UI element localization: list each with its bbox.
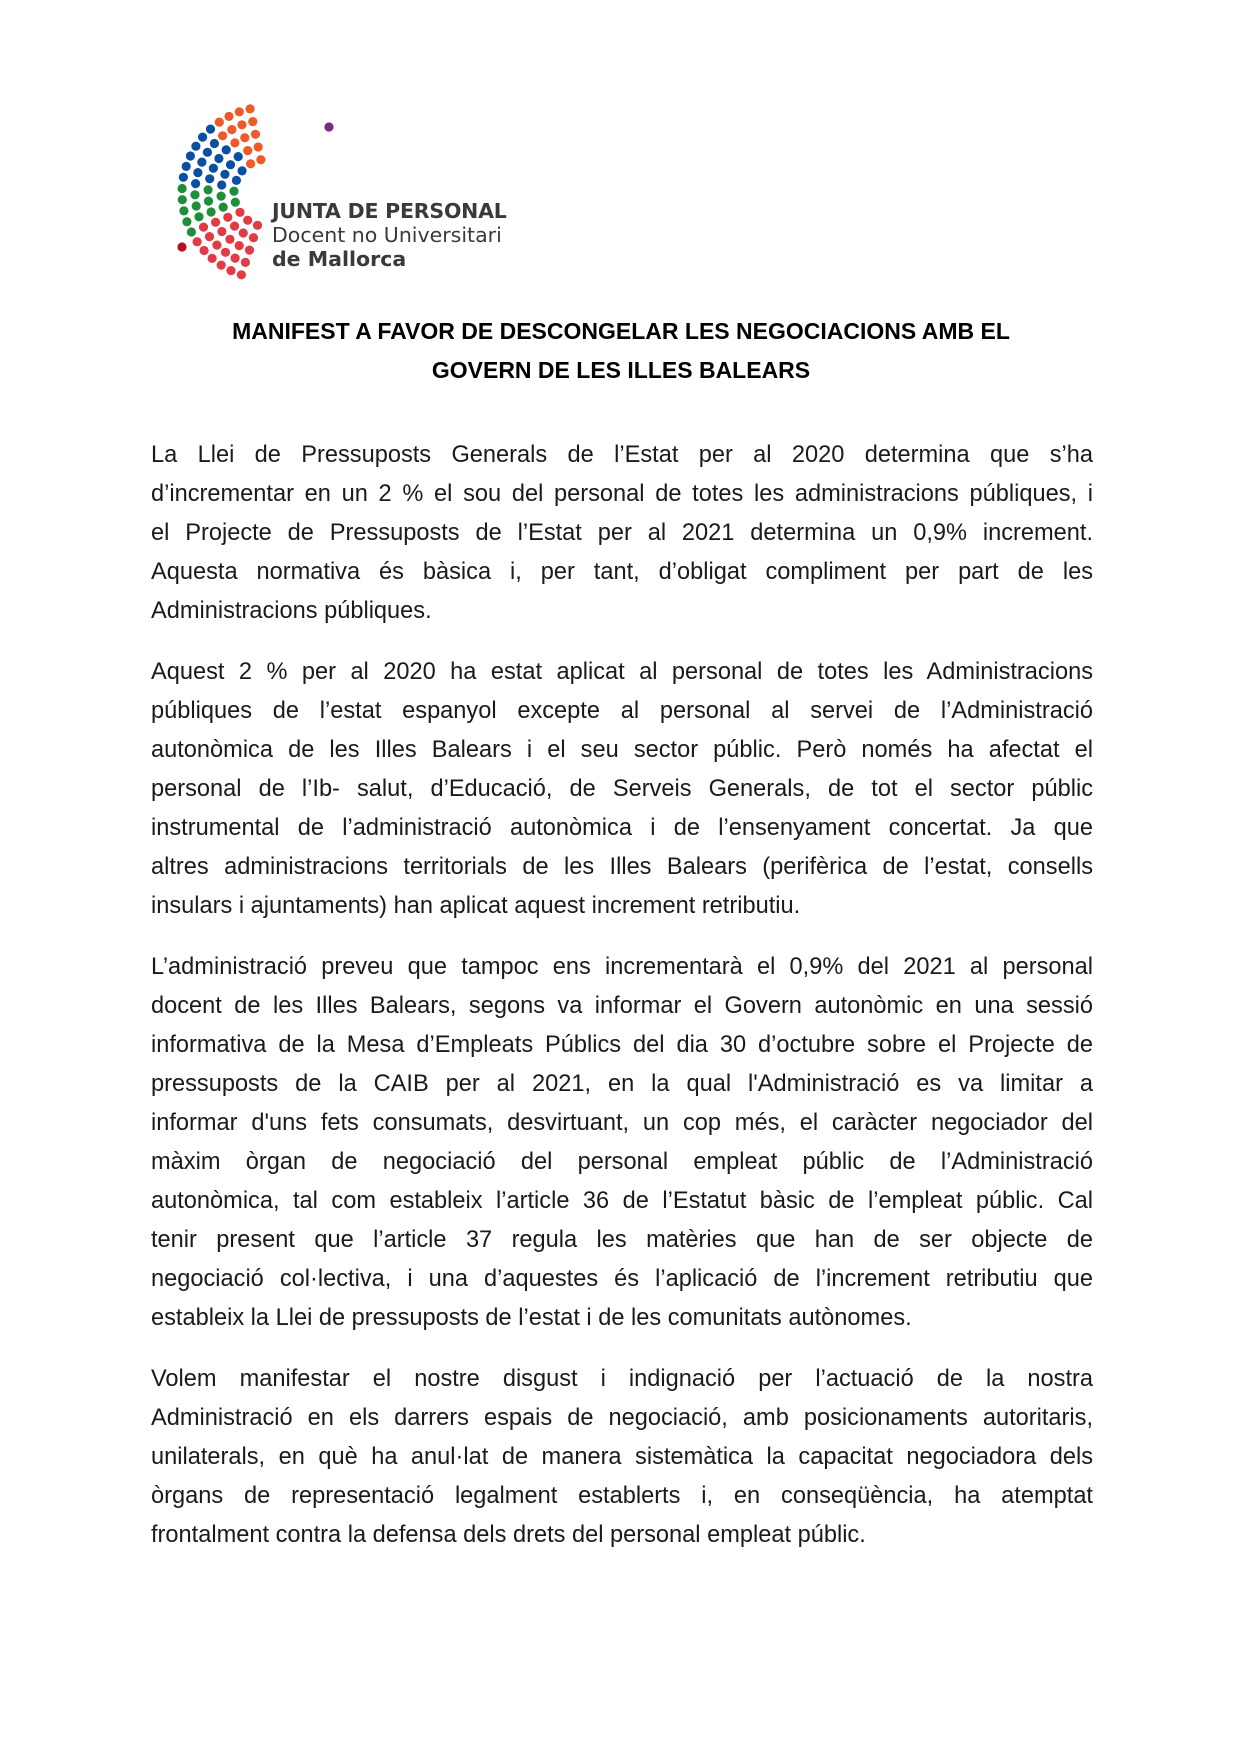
paragraph-4 — [151, 1360, 1093, 1555]
paragraph-line: autonòmica, tal com estableix l’article 36 de l’Estatut bàsic de l’empleat públic. Cal — [151, 1188, 1093, 1214]
paragraph-line: informativa de la Mesa d’Empleats Públics del dia 30 d’octubre sobre el Projecte de — [151, 1032, 1093, 1058]
paragraph-line: públiques de l’estat espanyol excepte al personal al servei de l’Administració — [151, 698, 1093, 724]
title-line-2: GOVERN DE LES ILLES BALEARS — [431, 357, 811, 383]
paragraph-line: Aquest 2 % per al 2020 ha estat aplicat al personal de totes les Administracions — [151, 659, 1093, 685]
paragraph-line: La Llei de Pressuposts Generals de l’Estat per al 2020 determina que s’ha — [151, 442, 1093, 468]
paragraph-line: unilaterals, en què ha anul·lat de manera sistemàtica la capacitat negociadora dels — [151, 1444, 1093, 1470]
paragraph-line: informar d'uns fets consumats, desvirtuant, un cop més, el caràcter negociador del — [151, 1110, 1093, 1136]
paragraph-2 — [151, 653, 1093, 926]
logo — [170, 95, 540, 285]
document-body — [151, 436, 1093, 1577]
document-title — [150, 312, 1092, 390]
paragraph-line: estableix la Llei de pressuposts de l’estat i de les comunitats autònomes. — [151, 1305, 912, 1331]
paragraph-line: òrgans de representació legalment establerts i, en conseqüència, ha atemptat — [151, 1483, 1093, 1509]
paragraph-line: pressuposts de la CAIB per al 2021, en la qual l'Administració es va limitar a — [151, 1071, 1093, 1097]
paragraph-3 — [151, 948, 1093, 1338]
paragraph-line: insulars i ajuntaments) han aplicat aquest increment retributiu. — [151, 893, 801, 919]
logo-text — [272, 199, 507, 271]
paragraph-line: negociació col·lectiva, i una d’aquestes és l’aplicació de l’increment retributiu que — [151, 1266, 1093, 1292]
paragraph-line: Administracions públiques. — [151, 598, 432, 624]
paragraph-line: Volem manifestar el nostre disgust i indignació per l’actuació de la nostra — [151, 1366, 1093, 1392]
paragraph-line: frontalment contra la defensa dels drets del personal empleat públic. — [151, 1522, 866, 1548]
paragraph-line: autonòmica de les Illes Balears i el seu sector públic. Però només ha afectat el — [151, 737, 1093, 763]
logo-line-2: Docent no Universitari — [272, 223, 502, 247]
logo-line-1: JUNTA DE PERSONAL — [272, 199, 507, 223]
paragraph-line: màxim òrgan de negociació del personal empleat públic de l’Administració — [151, 1149, 1093, 1175]
paragraph-line: tenir present que l’article 37 regula les matèries que han de ser objecte de — [151, 1227, 1093, 1253]
title-line-1: MANIFEST A FAVOR DE DESCONGELAR LES NEGOCIACIONS AMB EL — [232, 318, 1010, 344]
logo-line-3: de Mallorca — [272, 247, 407, 271]
paragraph-line: altres administracions territorials de les Illes Balears (perifèrica de l’estat, consells — [151, 854, 1093, 880]
paragraph-line: Aquesta normativa és bàsica i, per tant, d’obligat compliment per part de les — [151, 559, 1093, 585]
paragraph-line: el Projecte de Pressuposts de l’Estat per al 2021 determina un 0,9% increment. — [151, 520, 1093, 546]
paragraph-line: instrumental de l’administració autonòmica i de l’ensenyament concertat. Ja que — [151, 815, 1093, 841]
paragraph-line: docent de les Illes Balears, segons va informar el Govern autonòmic en una sessió — [151, 993, 1093, 1019]
paragraph-1 — [151, 436, 1093, 631]
paragraph-line: d’incrementar en un 2 % el sou del personal de totes les administracions públiques, i — [151, 481, 1093, 507]
paragraph-line: L’administració preveu que tampoc ens incrementarà el 0,9% del 2021 al personal — [151, 954, 1093, 980]
paragraph-line: personal de l’Ib- salut, d’Educació, de Serveis Generals, de tot el sector públic — [151, 776, 1093, 802]
paragraph-line: Administració en els darrers espais de negociació, amb posicionaments autoritaris, — [151, 1405, 1093, 1431]
